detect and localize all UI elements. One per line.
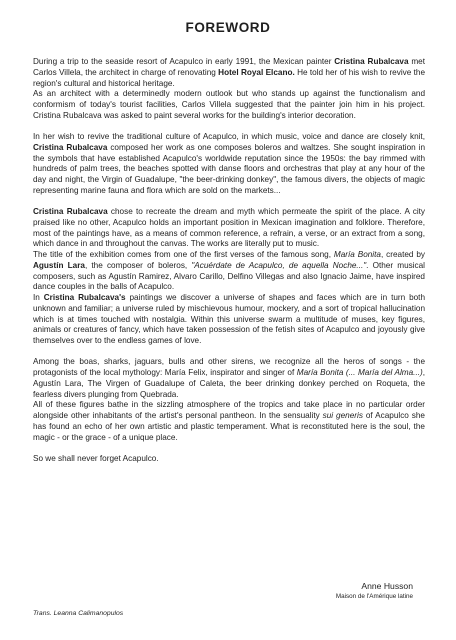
text-run: So we shall never forget Acapulco. [33, 453, 159, 463]
text-run: of Acapulco she has found an echo of her own artistic and plastic temperament. What is reconstituted here is the soul, the magic - or the grace - of a unique place. [33, 411, 425, 442]
bold-text: Cristina Rubalcava's [43, 293, 126, 302]
author-affiliation: Maison de l'Amérique latine [335, 593, 413, 600]
foreword-body [33, 57, 425, 465]
paragraph [33, 132, 425, 197]
author-name: Anne Husson [361, 581, 413, 591]
italic-text: "Acuérdate de Acapulco, de aquella Noche..." [191, 260, 367, 270]
paragraph [33, 454, 425, 465]
page-title: FOREWORD [185, 20, 271, 35]
signature-block [336, 581, 413, 600]
text-run: chose to recreate the dream and myth which permeate the spirit of the place. A city praised like no other, Acapulco holds an important position in Mexican imagination and folklore. Therefore, most of the paintings have, as a means of common reference, a refrain, a verse, or an extract from a song, which dance in and throughout the canvas. The works are literally put to music. [33, 207, 426, 249]
paragraph [33, 57, 425, 89]
bold-text: Agustín Lara [33, 260, 85, 270]
text-run: Among the boas, sharks, jaguars, bulls and other sirens, we recognize all the heros of songs - the protagonists of the local mythology: María Felix, inspirator and singer of [33, 357, 425, 377]
italic-text: María Bonita (... María del Alma...) [296, 368, 423, 377]
text-run: , created by [380, 250, 426, 259]
paragraph [33, 89, 425, 121]
text-run: The title of the exhibition comes from one of the first verses of the famous song, [33, 250, 334, 259]
text-run: In her wish to revive the traditional culture of Acapulco, in which music, voice and dance are closely knit, [33, 132, 425, 141]
italic-text: María Bonita [333, 250, 381, 259]
text-run: In [33, 293, 44, 302]
bold-text: Cristina Rubalcava [33, 142, 108, 152]
text-run: met Carlos Villela, the architect in charge of renovating [33, 57, 425, 77]
text-run: , Agustín Lara, The Virgen of Guadalupe of Caleta, the beer drinking donkey perched on Roqueta, the fearless divers plunging from Quebrada. [33, 368, 426, 399]
text-run: , the composer of boleros, [84, 260, 192, 270]
bold-text: Cristina Rubalcava [33, 207, 108, 216]
bold-text: Cristina Rubalcava [334, 57, 409, 66]
text-run: paintings we discover a universe of shapes and faces which are in turn both unknown and familiar; a universe ruled by mischievous humour, mockery, and a sort of tropical hallucination which is at times touched with nostalgia. Within this universe swarm a multitude of muses, key figures, animals or creatures of fancy, which have taken possession of the fetish sites of Acapulco and joyously give themselves over to the endless games of love. [33, 293, 426, 345]
text-run: During a trip to the seaside resort of Acapulco in early 1991, the Mexican painter [33, 57, 335, 66]
text-run: As an architect with a determinedly modern outlook but who stands up against the functionalism and conformism of today's tourist facilities, Carlos Villela suggested that the painter join him in his project. Cristina Rubalcava was asked to paint several works for the building's interior decoration. [33, 89, 425, 120]
paragraph [33, 293, 425, 347]
text-run: . Other musical composers, such as Agustín Ramirez, Alvaro Carillo, Delfino Villegas and also Ignacio Jaime, have inspired dance couples in the balls of Acapulco. [33, 260, 426, 292]
bold-text: Hotel Royal Elcano. [218, 67, 295, 77]
paragraph [33, 357, 425, 400]
paragraph [33, 207, 425, 250]
paragraph [33, 400, 425, 443]
translator-credit: Trans. Leanna Calimanopulos [33, 610, 124, 617]
paragraph [33, 250, 425, 293]
text-run: composed her work as one composes boleros and waltzes. She sought inspiration in the symbols that have established Acapulco's worldwide reputation since the 1950s: the bay rimmed with hundreds of palm trees, the beaches spotted with danse floors and orchestras that play at any hour of the day and night, the Virgin of Guadalupe, "the beer-drinking donkey", the famous divers, the objects of magic representing marine fauna and flora which are sold on the markets... [33, 142, 426, 195]
text-run: He told her of his wish to revive the region's cultural and historical heritage. [33, 67, 426, 88]
italic-text: sui generis [322, 411, 363, 420]
text-run: All of these figures bathe in the sizzling atmosphere of the tropics and take place in no particular order alongside other inhabitants of the artist's personal pantheon. In the sensuality [33, 400, 425, 420]
